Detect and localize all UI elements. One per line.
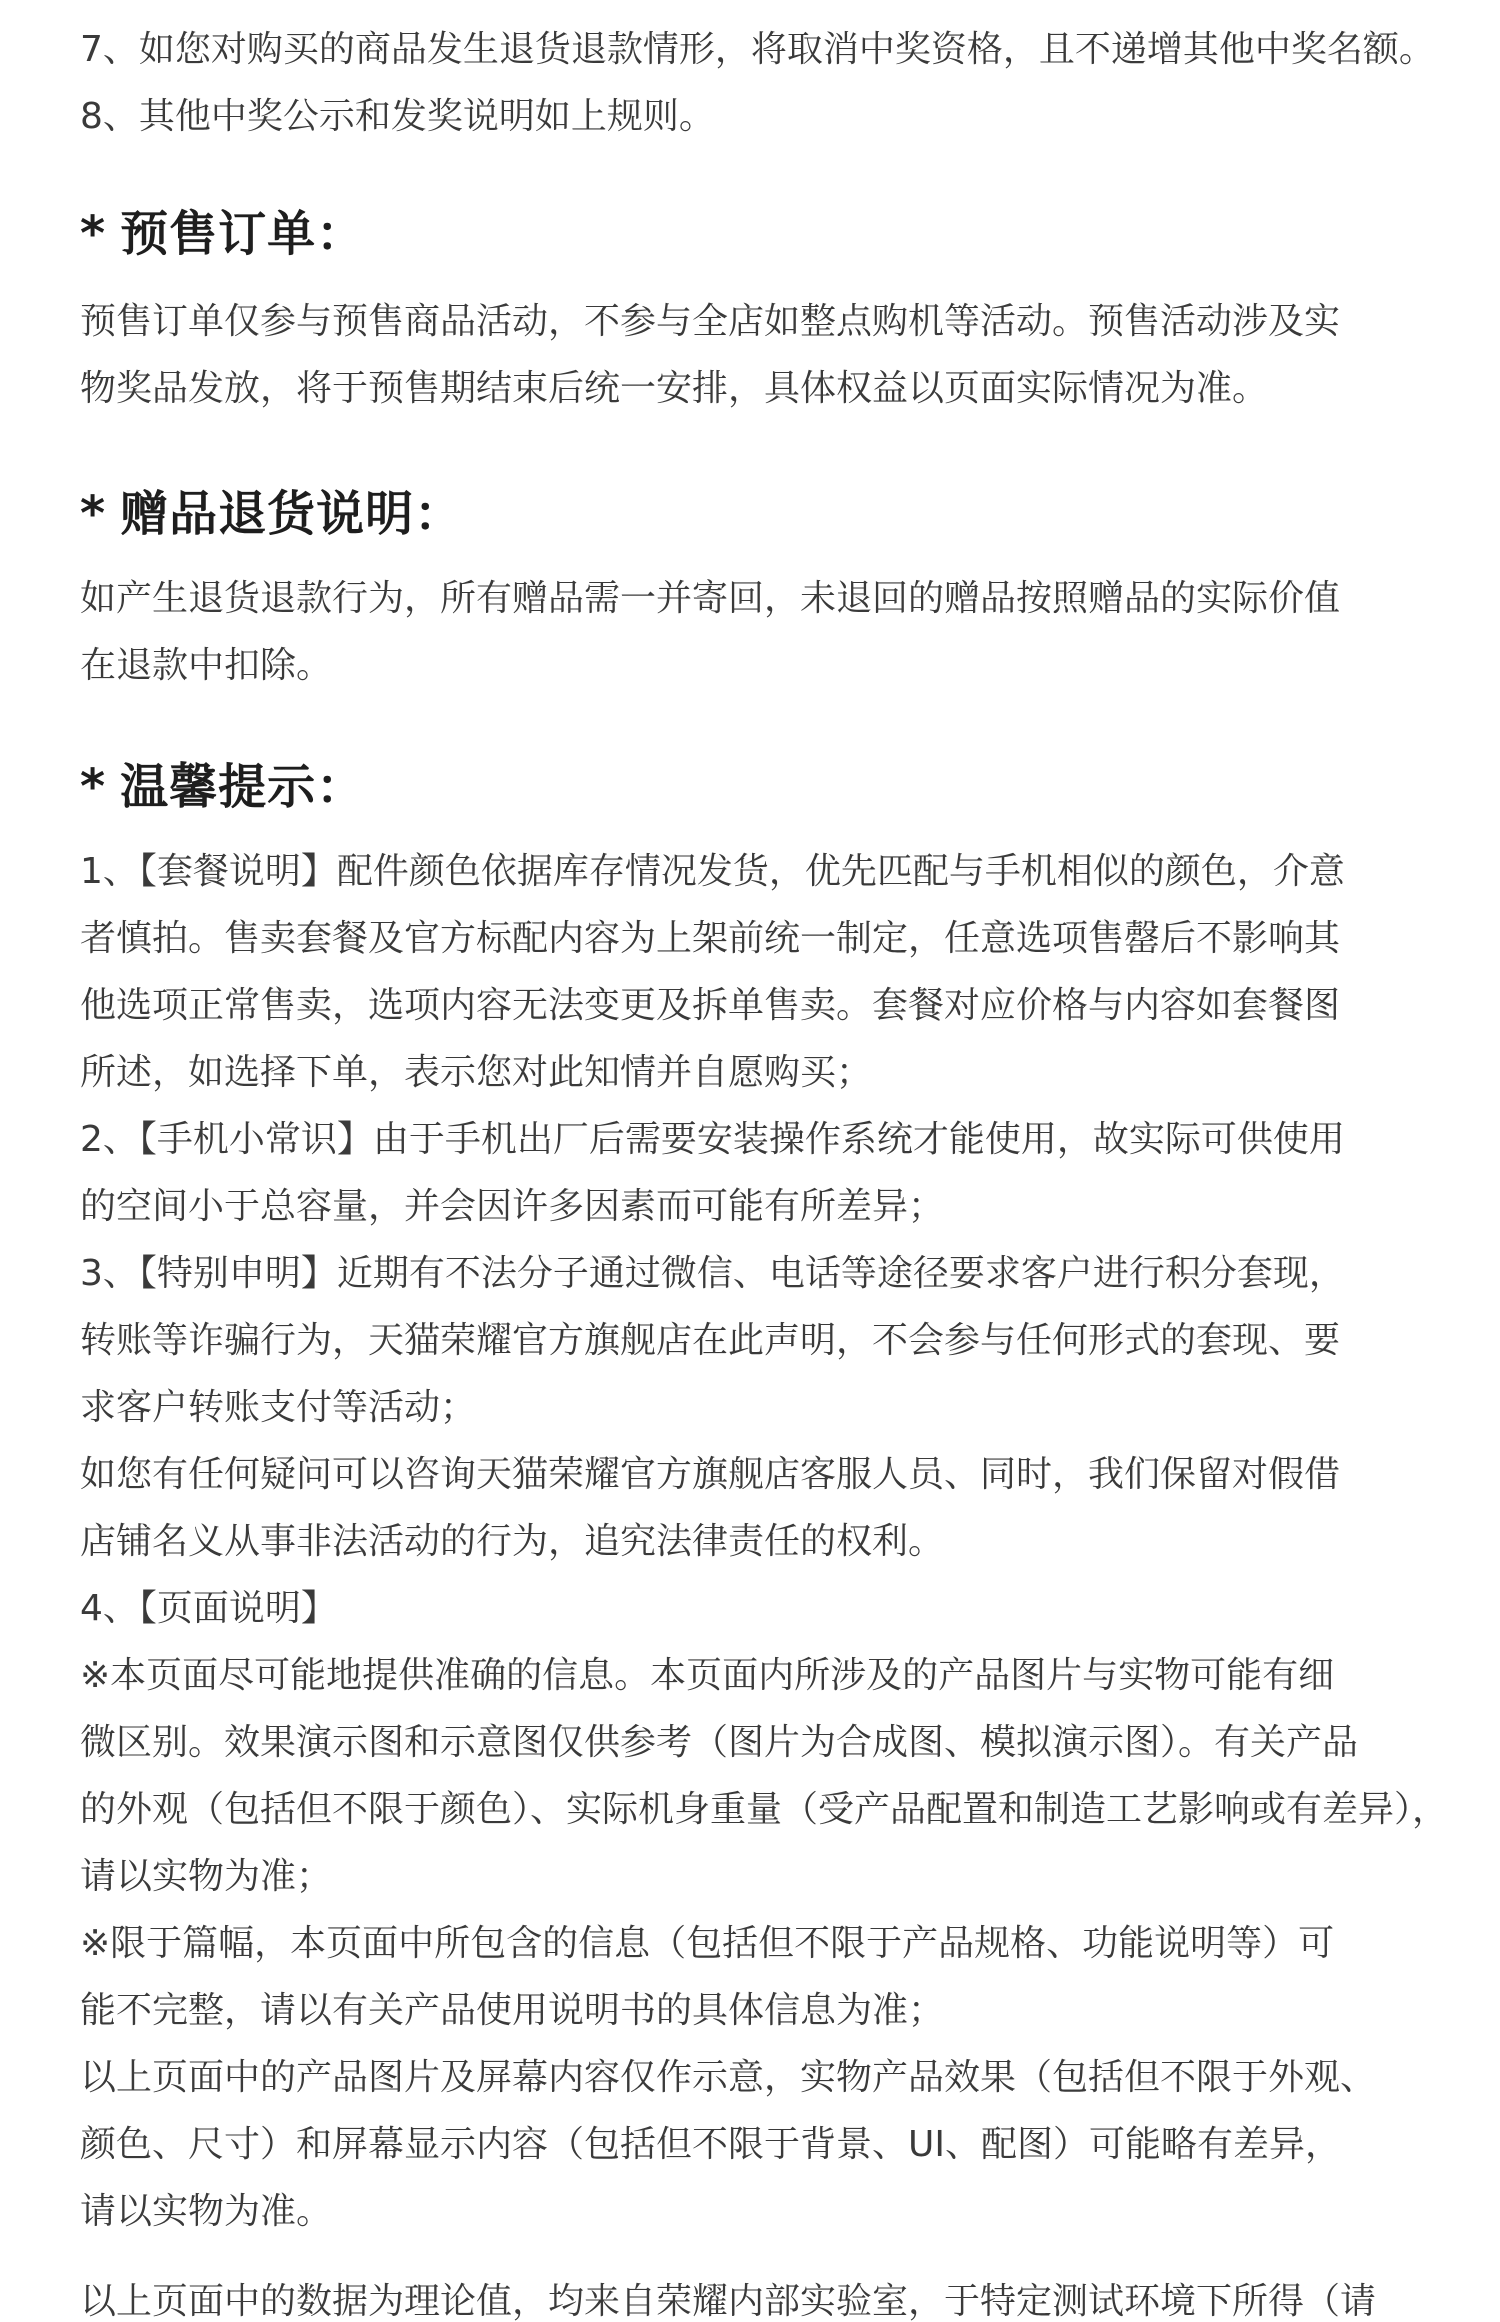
tips-line: 如您有任何疑问可以咨询天猫荣耀官方旗舰店客服人员、同时，我们保留对假借 [80,1454,1341,1495]
gift-return-line-1: 如产生退货退款行为，所有赠品需一并寄回，未退回的赠品按照赠品的实际价值 [80,578,1341,619]
tips-line: 请以实物为准； [80,1856,333,1897]
rule-line-8: 8、其他中奖公示和发奖说明如上规则。 [80,96,715,137]
tips-line: ※限于篇幅，本页面中所包含的信息（包括但不限于产品规格、功能说明等）可 [80,1923,1335,1964]
tips-line: 请以实物为准。 [80,2191,333,2232]
heading-star-marker: * [80,759,107,815]
tips-line: 颜色、尺寸）和屏幕显示内容（包括但不限于背景、UI、配图）可能略有差异， [80,2124,1341,2165]
tips-line: ※本页面尽可能地提供准确的信息。本页面内所涉及的产品图片与实物可能有细 [80,1655,1335,1696]
presale-heading-text: 预售订单： [120,206,366,262]
presale-line-2: 物奖品发放，将于预售期结束后统一安排，具体权益以页面实际情况为准。 [80,368,1269,409]
tips-line: 1、【套餐说明】配件颜色依据库存情况发货，优先匹配与手机相似的颜色，介意 [80,851,1345,892]
tips-heading [80,748,365,817]
presale-line-1: 预售订单仅参与预售商品活动，不参与全店如整点购机等活动。预售活动涉及实 [80,301,1341,342]
tips-line: 2、【手机小常识】由于手机出厂后需要安装操作系统才能使用，故实际可供使用 [80,1119,1345,1160]
gift-return-heading-text: 赠品退货说明： [120,486,464,542]
tips-heading-text: 温馨提示： [120,759,366,815]
heading-star-marker: * [80,486,107,542]
tips-line: 的外观（包括但不限于颜色）、实际机身重量（受产品配置和制造工艺影响或有差异）， [80,1789,1449,1830]
tips-line: 转账等诈骗行为，天猫荣耀官方旗舰店在此声明，不会参与任何形式的套现、要 [80,1320,1341,1361]
gift-return-heading [80,475,463,544]
tips-line: 4、【页面说明】 [80,1588,337,1629]
tips-line: 以上页面中的产品图片及屏幕内容仅作示意，实物产品效果（包括但不限于外观、 [80,2057,1377,2098]
rule-line-7: 7、如您对购买的商品发生退货退款情形，将取消中奖资格，且不递增其他中奖名额。 [80,29,1435,70]
tips-line: 能不完整，请以有关产品使用说明书的具体信息为准； [80,1990,945,2031]
tips-line: 所述，如选择下单，表示您对此知情并自愿购买； [80,1052,873,1093]
tips-line: 店铺名义从事非法活动的行为，追究法律责任的权利。 [80,1521,945,1562]
tips-line: 求客户转账支付等活动； [80,1387,477,1428]
tips-line: 者慎拍。售卖套餐及官方标配内容为上架前统一制定，任意选项售罄后不影响其 [80,918,1341,959]
tips-line: 微区别。效果演示图和示意图仅供参考（图片为合成图、模拟演示图）。有关产品 [80,1722,1359,1763]
tips-line: 他选项正常售卖，选项内容无法变更及拆单售卖。套餐对应价格与内容如套餐图 [80,985,1341,1026]
tips-line: 的空间小于总容量，并会因许多因素而可能有所差异； [80,1186,945,1227]
gift-return-line-2: 在退款中扣除。 [80,645,333,686]
tips-line: 3、【特别申明】近期有不法分子通过微信、电话等途径要求客户进行积分套现， [80,1253,1345,1294]
heading-star-marker: * [80,206,107,262]
tips-line: 以上页面中的数据为理论值，均来自荣耀内部实验室，于特定测试环境下所得（请 [80,2281,1377,2322]
presale-heading [80,195,365,264]
